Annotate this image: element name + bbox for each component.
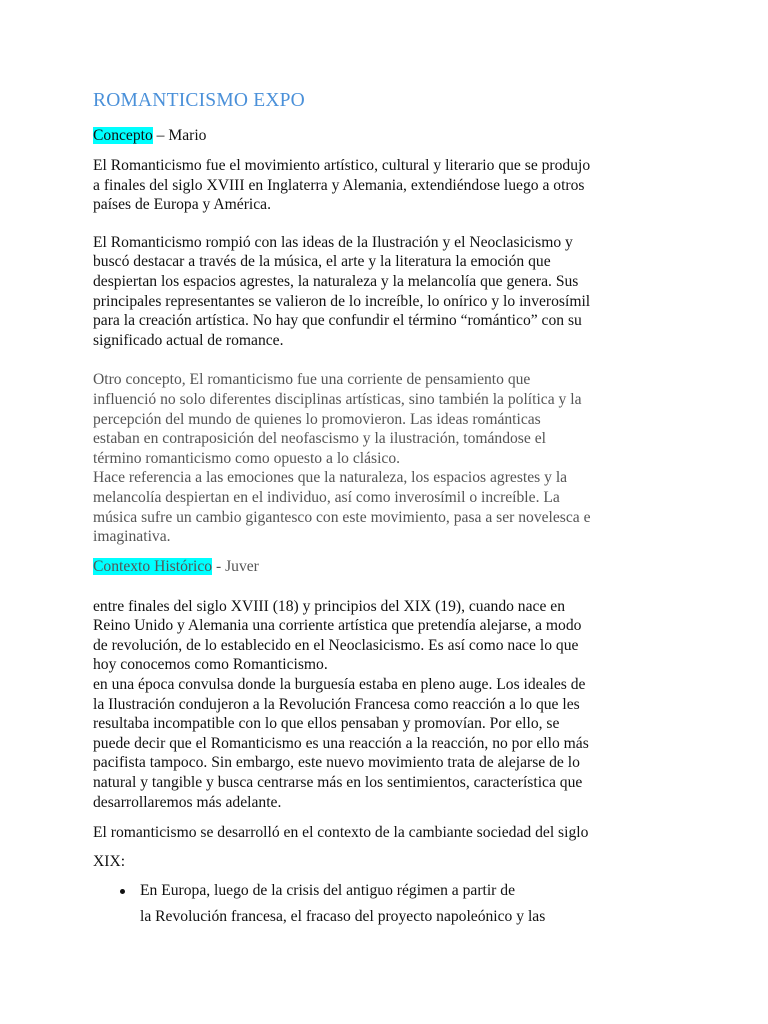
text-line: El romanticismo se desarrolló en el contexto de la cambiante sociedad del siglo bbox=[93, 824, 589, 842]
text-line: Hace referencia a las emociones que la naturaleza, los espacios agrestes y la bbox=[93, 469, 568, 487]
concepto-heading: Concepto bbox=[93, 127, 153, 144]
text-line: de revolución, de lo establecido en el Neoclasicismo. Es así como nace lo que bbox=[93, 636, 579, 654]
text-line: la Revolución francesa, el fracaso del proyecto napoleónico y las bbox=[140, 908, 546, 926]
text-line: pacifista tampoco. Sin embargo, este nuevo movimiento trata de alejarse de lo bbox=[93, 754, 580, 772]
text-line: Reino Unido y Alemania una corriente artística que pretendía alejarse, a modo bbox=[93, 617, 582, 635]
contexto-heading: Contexto Histórico bbox=[93, 557, 213, 575]
concepto-paragraph-2 bbox=[93, 233, 683, 351]
document-page bbox=[93, 88, 683, 930]
context-bullet-list bbox=[93, 878, 683, 930]
concepto-heading-line bbox=[93, 126, 683, 146]
text-line: buscó destacar a través de la música, el arte y la literatura la emoción que bbox=[93, 253, 551, 271]
concepto-author: – Mario bbox=[152, 127, 207, 144]
text-line: música sufre un cambio gigantesco con este movimiento, pasa a ser novelesca e bbox=[93, 508, 591, 526]
concepto-paragraph-3 bbox=[93, 370, 683, 546]
text-line: principales representantes se valieron de lo increíble, lo onírico y lo inverosímil bbox=[93, 292, 591, 310]
contexto-author: - Juver bbox=[212, 557, 259, 575]
text-line: países de Europa y América. bbox=[93, 196, 271, 214]
text-line: En Europa, luego de la crisis del antiguo régimen a partir de bbox=[140, 882, 515, 900]
text-line: entre finales del siglo XVIII (18) y principios del XIX (19), cuando nace en bbox=[93, 597, 565, 615]
text-line: melancolía despiertan en el individuo, así como inverosímil o increíble. La bbox=[93, 488, 560, 506]
text-line: desarrollaremos más adelante. bbox=[93, 793, 282, 811]
text-line: para la creación artística. No hay que confundir el término “romántico” con su bbox=[93, 312, 582, 330]
text-line: El Romanticismo fue el movimiento artístico, cultural y literario que se produjo bbox=[93, 157, 591, 174]
text-line: término romanticismo como opuesto a lo clásico. bbox=[93, 449, 401, 467]
text-line: puede decir que el Romanticismo es una reacción a la reacción, no por ello más bbox=[93, 734, 589, 752]
text-line: estaban en contraposición del neofascismo y la ilustración, tomándose el bbox=[93, 430, 546, 448]
contexto-heading-line bbox=[93, 557, 683, 577]
text-line: despiertan los espacios agrestes, la naturaleza y la melancolía que genera. Sus bbox=[93, 272, 579, 290]
text-line: resultaba incompatible con lo que ellos pensaban y promovían. Por ello, se bbox=[93, 715, 560, 733]
document-title: ROMANTICISMO EXPO bbox=[93, 90, 305, 111]
text-line: imaginativa. bbox=[93, 528, 171, 546]
text-line: la Ilustración condujeron a la Revolución Francesa como reacción a lo que les bbox=[93, 695, 580, 713]
bullet-icon bbox=[120, 889, 125, 894]
text-line: percepción del mundo de quienes lo promovieron. Las ideas románticas bbox=[93, 410, 541, 428]
text-line: XIX: bbox=[93, 853, 126, 871]
text-line: natural y tangible y busca centrarse más en los sentimientos, característica que bbox=[93, 774, 583, 792]
text-line: Otro concepto, El romanticismo fue una corriente de pensamiento que bbox=[93, 371, 531, 389]
text-line: hoy conocemos como Romanticismo. bbox=[93, 656, 328, 674]
text-line: significado actual de romance. bbox=[93, 331, 284, 349]
text-line: influenció no solo diferentes disciplinas artísticas, sino también la política y la bbox=[93, 390, 582, 408]
text-line: El Romanticismo rompió con las ideas de la Ilustración y el Neoclasicismo y bbox=[93, 233, 573, 251]
concepto-paragraph-1 bbox=[93, 156, 683, 215]
list-item bbox=[140, 878, 683, 930]
text-line: a finales del siglo XVIII en Inglaterra y Alemania, extendiéndose luego a otros bbox=[93, 176, 585, 194]
contexto-paragraph-1 bbox=[93, 597, 683, 813]
text-line: en una época convulsa donde la burguesía estaba en pleno auge. Los ideales de bbox=[93, 676, 586, 694]
contexto-paragraph-2 bbox=[93, 818, 683, 876]
